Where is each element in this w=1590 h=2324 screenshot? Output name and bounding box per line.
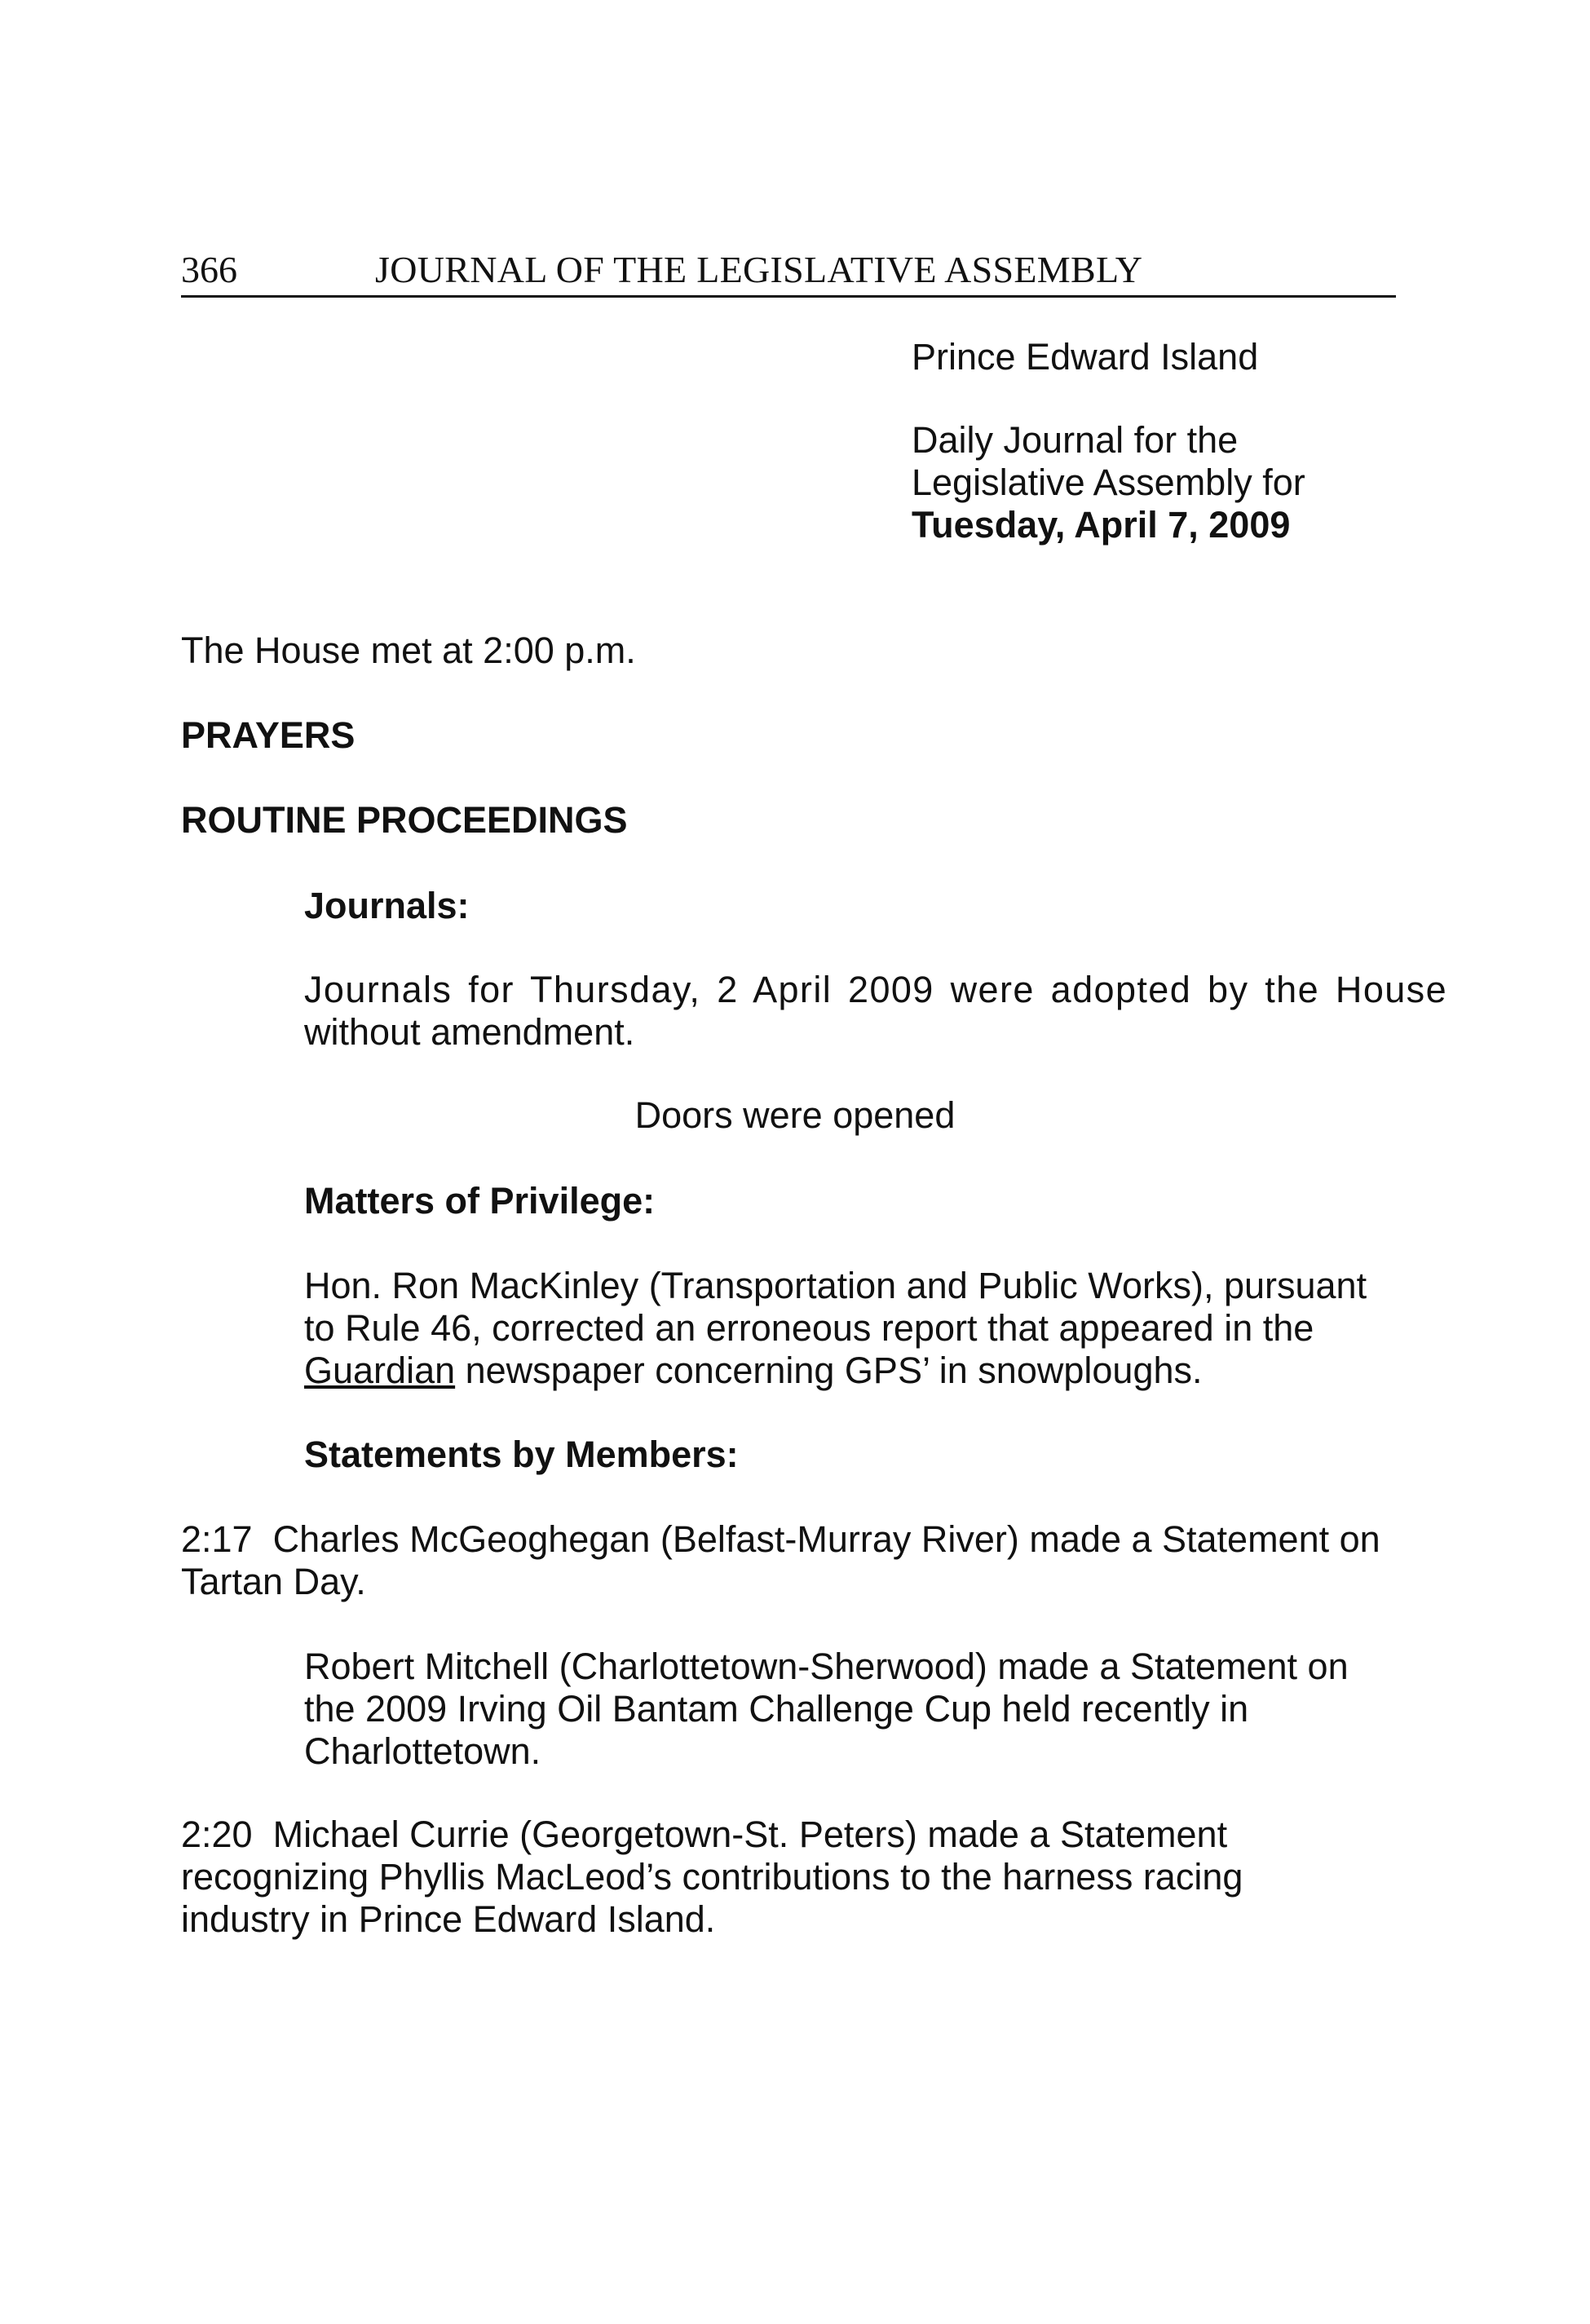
place-name: Prince Edward Island [912,336,1259,378]
statement-1-line-1: 2:17 Charles McGeoghegan (Belfast-Murray River) made a Statement on [181,1518,1380,1560]
opening-line: The House met at 2:00 p.m. [181,630,636,671]
journal-title-line-2: Legislative Assembly for [912,462,1305,503]
statement-1-line-2: Tartan Day. [181,1561,366,1602]
journal-date: Tuesday, April 7, 2009 [912,504,1291,546]
statement-2-line-2: the 2009 Irving Oil Bantam Challenge Cup held recently in [304,1688,1249,1730]
journals-paragraph [304,969,1447,1054]
statement-item [304,1646,1349,1773]
routine-proceedings-heading: ROUTINE PROCEEDINGS [181,799,628,841]
prayers-heading: PRAYERS [181,714,356,756]
statement-3-line-1: 2:20 Michael Currie (Georgetown-St. Peters) made a Statement [181,1814,1228,1855]
statement-2-line-3: Charlottetown. [304,1730,541,1772]
journal-title-line-1: Daily Journal for the [912,419,1239,461]
statement-3-line-3: industry in Prince Edward Island. [181,1898,716,1940]
privilege-line-3 [304,1350,1367,1392]
statement-2-line-1: Robert Mitchell (Charlottetown-Sherwood) made a Statement on [304,1646,1349,1687]
journals-line-1-text: Journals for Thursday, 2 April 2009 were adopted by the House [304,969,1447,1010]
journals-heading: Journals: [304,885,470,926]
statement-item [181,1814,1243,1941]
privilege-paragraph [304,1265,1367,1392]
privilege-line-1: Hon. Ron MacKinley (Transportation and Public Works), pursuant [304,1265,1367,1306]
newspaper-name: Guardian [304,1350,456,1391]
running-header [181,245,1396,298]
privilege-line-2: to Rule 46, corrected an erroneous report that appeared in the [304,1307,1314,1349]
doors-note: Doors were opened [634,1094,956,1136]
statements-heading: Statements by Members: [304,1434,739,1475]
running-title: JOURNAL OF THE LEGISLATIVE ASSEMBLY [375,249,1143,290]
statement-3-line-2: recognizing Phyllis MacLeod’s contributions to the harness racing [181,1856,1243,1898]
privilege-line-3-rest: newspaper concerning GPS’ in snowploughs. [455,1350,1203,1391]
privilege-heading: Matters of Privilege: [304,1180,656,1222]
journal-title [912,419,1305,546]
journals-line-2: without amendment. [304,1011,635,1053]
page-number: 366 [181,249,237,290]
statement-item [181,1518,1380,1603]
journals-line-1 [304,969,1447,1011]
